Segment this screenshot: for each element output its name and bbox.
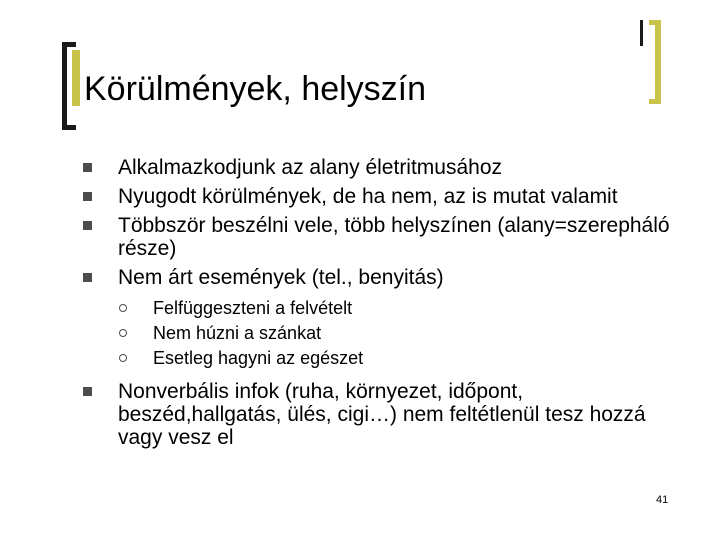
sub-bullet-item bbox=[80, 323, 670, 343]
bullet-item bbox=[80, 185, 670, 208]
left-accent-bar bbox=[72, 50, 80, 106]
right-accent-bar bbox=[640, 20, 643, 46]
square-bullet-icon bbox=[83, 192, 92, 201]
sub-bullet-text: Felfüggeszteni a felvételt bbox=[153, 298, 353, 318]
sub-bullet-item bbox=[80, 298, 670, 318]
bullet-text: Nonverbális infok (ruha, környezet, időpont, beszéd,hallgatás, ülés, cigi…) nem feltétlenül tesz hozzá vagy vesz el bbox=[118, 380, 646, 449]
bullet-item bbox=[80, 266, 670, 289]
square-bullet-icon bbox=[83, 221, 92, 230]
sub-bullet-text: Nem húzni a szánkat bbox=[153, 323, 322, 343]
bullet-text: Alkalmazkodjunk az alany életritmusához bbox=[118, 156, 503, 179]
sub-bullet-text: Esetleg hagyni az egészet bbox=[153, 348, 364, 368]
circle-bullet-icon bbox=[119, 354, 127, 362]
bullet-text: Nem árt események (tel., benyitás) bbox=[118, 266, 444, 289]
square-bullet-icon bbox=[83, 163, 92, 172]
bullet-item bbox=[80, 380, 670, 449]
circle-bullet-icon bbox=[119, 304, 127, 312]
circle-bullet-icon bbox=[119, 329, 127, 337]
right-bracket-decoration bbox=[649, 20, 661, 104]
sub-bullet-item bbox=[80, 348, 670, 368]
square-bullet-icon bbox=[83, 387, 92, 396]
bullet-list bbox=[80, 156, 670, 455]
bullet-text: Többször beszélni vele, több helyszínen (alany=szerepháló része) bbox=[118, 214, 670, 260]
slide-title: Körülmények, helyszín bbox=[84, 70, 427, 108]
bullet-item bbox=[80, 156, 670, 179]
bullet-text: Nyugodt körülmények, de ha nem, az is mutat valamit bbox=[118, 185, 618, 208]
bullet-item bbox=[80, 214, 670, 260]
square-bullet-icon bbox=[83, 273, 92, 282]
page-number: 41 bbox=[656, 494, 669, 506]
